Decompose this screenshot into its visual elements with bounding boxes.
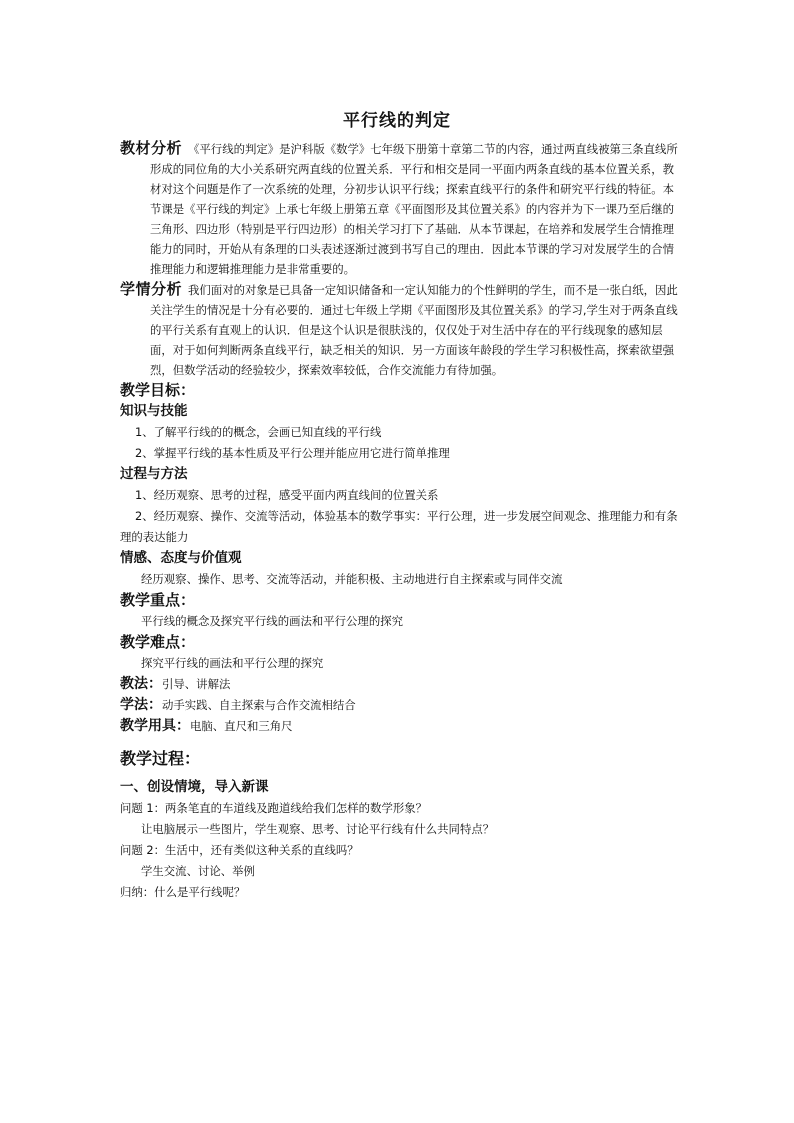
process-item-1: 1、经历观察、思考的过程，感受平面内两直线间的位置关系 (135, 488, 439, 502)
section-student-analysis (120, 279, 680, 380)
teaching-tools (120, 716, 680, 737)
heading-key-points: 教学重点： (120, 591, 196, 609)
emotion-text: 经历观察、操作、思考、交流等活动，并能积极、主动地进行自主探索或与同伴交流 (141, 572, 563, 586)
answer-1: 让电脑展示一些图片，学生观察、思考、讨论平行线有什么共同特点？ (141, 822, 495, 836)
heading-teaching-tools: 教学用具： (120, 718, 190, 734)
key-points-text: 平行线的概念及探究平行线的画法和平行公理的探究 (141, 614, 403, 628)
teaching-method-text: 引导、讲解法 (162, 677, 231, 691)
teaching-method (120, 674, 680, 695)
question-2: 问题 2：生活中，还有类似这种关系的直线吗？ (120, 843, 359, 857)
heading-emotion-values: 情感、态度与价值观 (120, 550, 242, 566)
heading-teaching-process: 教学过程： (120, 749, 201, 768)
document-body (120, 138, 680, 903)
knowledge-item-1: 1、了解平行线的的概念，会画已知直线的平行线 (135, 425, 382, 439)
heading-textbook-analysis: 教材分析 (120, 139, 183, 157)
learning-method-text: 动手实践、自主探索与合作交流相结合 (162, 698, 356, 712)
document-title: 平行线的判定 (343, 111, 451, 131)
learning-method (120, 695, 680, 716)
heading-create-situation: 一、创设情境，导入新课 (120, 779, 269, 795)
heading-knowledge-skills: 知识与技能 (120, 403, 188, 419)
heading-teaching-goals: 教学目标： (120, 381, 196, 399)
heading-teaching-method: 教法： (120, 676, 162, 692)
difficult-points-text: 探究平行线的画法和平行公理的探究 (141, 656, 324, 670)
text-textbook-analysis: 《平行线的判定》是沪科版《数学》七年级下册第十章第二节的内容，通过两直线被第三条直线所形成的同位角的大小关系研究两直线的位置关系．平行和相交是同一平面内两条直线的基本位置关系，教材对这个问题是作了一次系统的处理，分初步认识平行线；探索直线平行的条件和研究平行线的特征。本节课是《平行线的判定》上承七年级上册第五章《平面图形及其位置关系》的内容并为下一课乃至后继的三角形、四边形（特别是平行四边形）的相关学习打下了基础．从本节课起，在培养和发展学生合情推理能力的同时，开始从有条理的口头表述逐渐过渡到书写自己的理由．因此本节课的学习对发展学生的合情推理能力和逻辑推理能力是非常重要的。 (150, 142, 678, 276)
heading-student-analysis: 学情分析 (120, 280, 183, 298)
heading-process-methods: 过程与方法 (120, 466, 188, 482)
heading-difficult-points: 教学难点： (120, 633, 196, 651)
knowledge-item-2: 2、掌握平行线的基本性质及平行公理并能应用它进行简单推理 (135, 446, 450, 460)
question-1: 问题 1：两条笔直的车道线及跑道线给我们怎样的数学形象？ (120, 801, 428, 815)
section-textbook-analysis (120, 138, 680, 279)
process-item-2: 2、经历观察、操作、交流等活动，体验基本的数学事实：平行公理，进一步发展空间观念、推理能力和有条理的表达能力 (120, 509, 678, 544)
summary-line: 归纳：什么是平行线呢？ (120, 885, 246, 899)
heading-learning-method: 学法： (120, 697, 162, 713)
answer-2: 学生交流、讨论、举例 (141, 864, 255, 878)
teaching-tools-text: 电脑、直尺和三角尺 (190, 719, 293, 733)
text-student-analysis: 我们面对的对象是已具备一定知识储备和一定认知能力的个性鲜明的学生，而不是一张白纸，因此关注学生的情况是十分有必要的．通过七年级上学期《平面图形及其位置关系》的学习,学生对于两条直线的平行关系有直观上的认识．但是这个认识是很肤浅的，仅仅处于对生活中存在的平行线现象的感知层面，对于如何判断两条直线平行，缺乏相关的知识．另一方面该年龄段的学生学习积极性高，探索欲望强烈，但数学活动的经验较少，探索效率较低，合作交流能力有待加强。 (150, 283, 678, 377)
